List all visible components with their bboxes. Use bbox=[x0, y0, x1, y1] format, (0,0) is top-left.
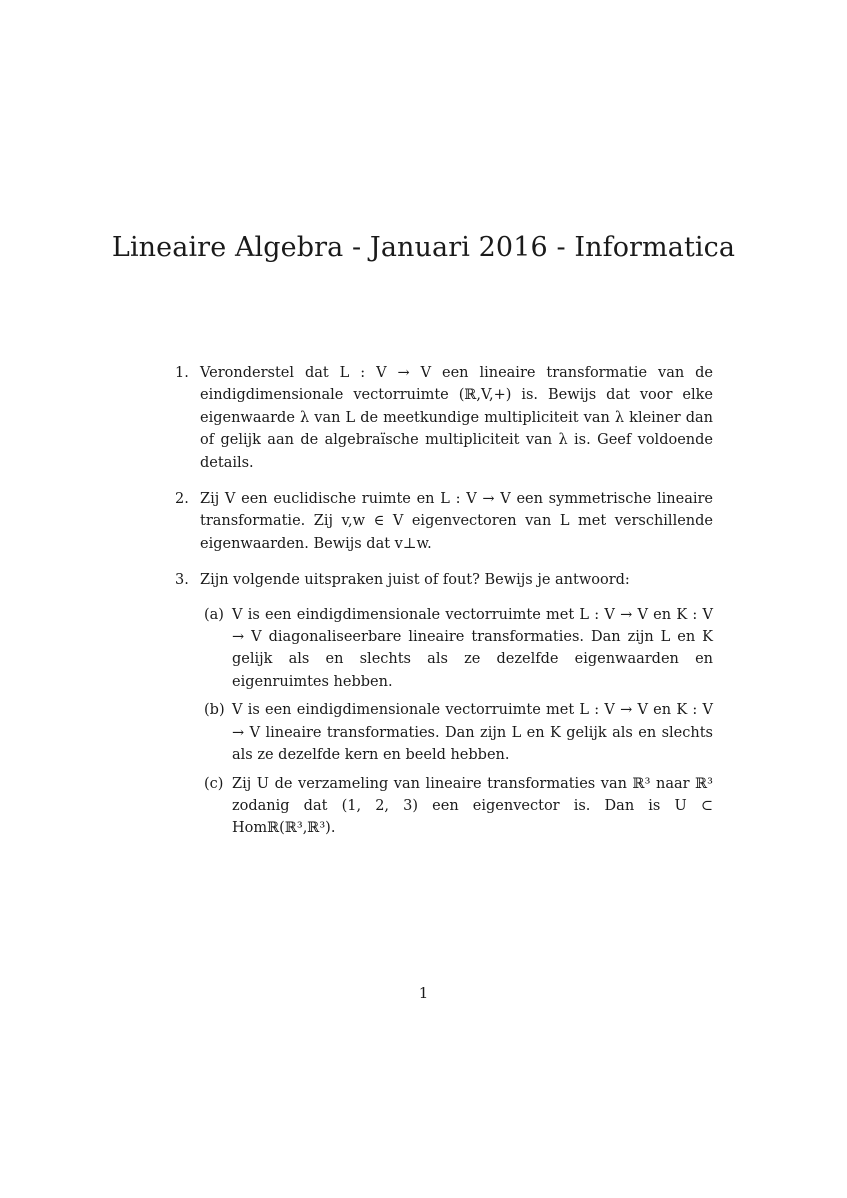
subquestion-text: V is een eindigdimensionale vectorruimte met L : V → V en K : V → V diagonaliseerbare lineaire transformaties. Dan zijn L en K gelijk als en slechts als ze dezelfde eigenwaarden en eigenruimtes hebben. bbox=[232, 606, 713, 690]
question-text: Zij V een euclidische ruimte en L : V → V een symmetrische lineaire transformatie. Zij v,w ∈ V eigenvectoren van L met verschillende eigenwaarden. Bewijs dat v⊥w. bbox=[200, 491, 713, 552]
question-1 bbox=[175, 362, 713, 474]
subquestion-label: (b) bbox=[204, 702, 225, 719]
question-number: 2. bbox=[175, 491, 189, 508]
subquestion-label: (c) bbox=[204, 775, 224, 792]
question-text: Veronderstel dat L : V → V een lineaire transformatie van de eindigdimensionale vectorruimte (ℝ,V,+) is. Bewijs dat voor elke eigenwaarde λ van L de meetkundige multipliciteit van λ kleiner dan of gelijk aan de algebraïsche multipliciteit van λ is. Geef voldoende details. bbox=[200, 365, 713, 471]
question-text: Zijn volgende uitspraken juist of fout? Bewijs je antwoord: bbox=[200, 572, 630, 589]
subquestion-text: Zij U de verzameling van lineaire transformaties van ℝ³ naar ℝ³ zodanig dat (1, 2, 3) een eigenvector is. Dan is U ⊂ Homℝ(ℝ³,ℝ³). bbox=[232, 775, 713, 837]
subquestion-label: (a) bbox=[204, 606, 224, 623]
question-number: 3. bbox=[175, 572, 189, 589]
question-2 bbox=[175, 488, 713, 555]
question-3 bbox=[175, 569, 713, 839]
subquestion-a bbox=[200, 604, 713, 694]
page-number: 1 bbox=[418, 984, 429, 1002]
question-number: 1. bbox=[175, 365, 189, 381]
subquestion-b bbox=[200, 699, 713, 766]
subquestion-text: V is een eindigdimensionale vectorruimte met L : V → V en K : V → V lineaire transformaties. Dan zijn L en K gelijk als en slechts als ze dezelfde kern en beeld hebben. bbox=[232, 702, 713, 764]
subquestion-list bbox=[200, 604, 713, 840]
subquestion-c bbox=[200, 773, 713, 840]
question-list bbox=[175, 362, 713, 854]
page-title: Lineaire Algebra - Januari 2016 - Informatica bbox=[111, 232, 736, 263]
